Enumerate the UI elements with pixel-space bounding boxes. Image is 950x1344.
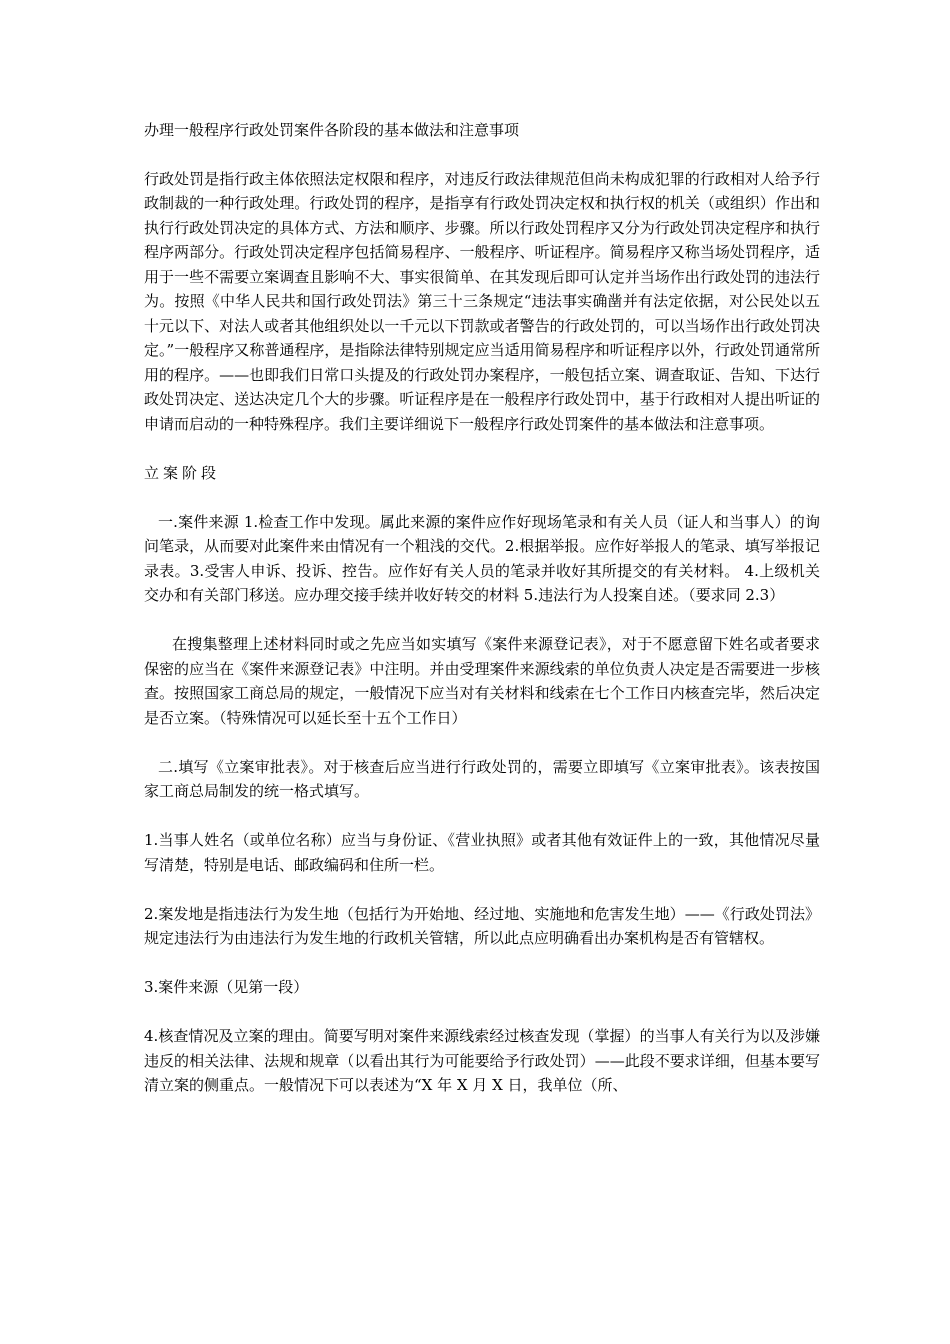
case-source-paragraph: 一.案件来源 1.检查工作中发现。属此来源的案件应作好现场笔录和有关人员（证人和当事人）的询问笔录，从而要对此案件来由情况有一个粗浅的交代。2.根据举报。应作好举报人的笔录、填写举报记录表。3.受害人申诉、投诉、控告。应作好有关人员的笔录并收好其所提交的有关材料。 4.上级机关交办和有关部门移送。应办理交接手续并收好转交的材料 5.违法行为人投案自述。（要求同 2.3） bbox=[144, 512, 820, 604]
list-item-2: 2.案发地是指违法行为发生地（包括行为开始地、经过地、实施地和危害发生地）——《行政处罚法》规定违法行为由违法行为发生地的行政机关管辖，所以此点应明确看出办案机构是否有管辖权。 bbox=[144, 904, 820, 947]
list-item-1: 1.当事人姓名（或单位名称）应当与身份证、《营业执照》或者其他有效证件上的一致，其他情况尽量写清楚，特别是电话、邮政编码和住所一栏。 bbox=[144, 831, 820, 874]
list-item-3: 3.案件来源（见第一段） bbox=[144, 978, 309, 996]
intro-paragraph: 行政处罚是指行政主体依照法定权限和程序，对违反行政法律规范但尚未构成犯罪的行政相对人给予行政制裁的一种行政处理。行政处罚的程序，是指享有行政处罚决定权和执行权的机关（或组织）作出和执行行政处罚决定的具体方式、方法和顺序、步骤。所以行政处罚程序又分为行政处罚决定程序和执行程序两部分。行政处罚决定程序包括简易程序、一般程序、听证程序。简易程序又称当场处罚程序，适用于一些不需要立案调查且影响不大、事实很简单、在其发现后即可认定并当场作出行政处罚的违法行为。按照《中华人民共和国行政处罚法》第三十三条规定“违法事实确凿并有法定依据，对公民处以五十元以下、对法人或者其他组织处以一千元以下罚款或者警告的行政处罚的，可以当场作出行政处罚决定。”一般程序又称普通程序，是指除法律特别规定应当适用简易程序和听证程序以外，行政处罚通常所用的程序。——也即我们日常口头提及的行政处罚办案程序，一般包括立案、调查取证、告知、下达行政处罚决定、送达决定几个大的步骤。听证程序是在一般程序行政处罚中，基于行政相对人提出听证的申请而启动的一种特殊程序。我们主要详细说下一般程序行政处罚案件的基本做法和注意事项。 bbox=[144, 169, 820, 433]
document-title: 办理一般程序行政处罚案件各阶段的基本做法和注意事项 bbox=[144, 121, 520, 139]
section-heading: 立案阶段 bbox=[144, 463, 221, 482]
register-paragraph: 在搜集整理上述材料同时或之先应当如实填写《案件来源登记表》，对于不愿意留下姓名或者要求保密的应当在《案件来源登记表》中注明。并由受理案件来源线索的单位负责人决定是否需要进一步核查。按照国家工商总局的规定，一般情况下应当对有关材料和线索在七个工作日内核查完毕，然后决定是否立案。（特殊情况可以延长至十五个工作日） bbox=[144, 635, 820, 727]
document-body bbox=[144, 118, 820, 1122]
list-item-4: 4.核查情况及立案的理由。简要写明对案件来源线索经过核查发现（掌握）的当事人有关行为以及涉嫌违反的相关法律、法规和规章（以看出其行为可能要给予行政处罚）——此段不要求详细，但基本要写清立案的侧重点。一般情况下可以表述为“X 年 X 月 X 日，我单位（所、 bbox=[144, 1027, 820, 1094]
approval-paragraph: 二.填写《立案审批表》。对于核查后应当进行行政处罚的，需要立即填写《立案审批表》。该表按国家工商总局制发的统一格式填写。 bbox=[144, 757, 820, 800]
